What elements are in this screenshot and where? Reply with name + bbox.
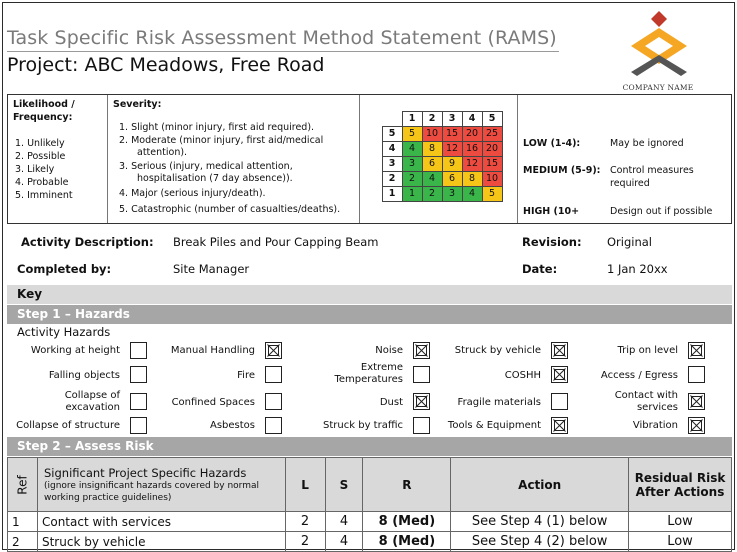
revision-label: Revision: — [522, 235, 582, 249]
row-action: See Step 4 (1) below — [451, 512, 629, 532]
hazard-label: Fire — [237, 370, 255, 381]
hazard-label: Tools & Equipment — [447, 420, 541, 431]
severity-item: hospitalisation (7 day absence)). — [137, 173, 293, 184]
hazard-label: Collapse of excavation — [64, 390, 120, 413]
hazard-checkbox[interactable] — [413, 366, 430, 383]
matrix-corner — [382, 111, 402, 126]
company-logo — [619, 6, 699, 84]
likelihood-item: 3. Likely — [15, 164, 55, 175]
matrix-corner — [422, 96, 442, 111]
matrix-side — [362, 186, 382, 201]
hazard-checkbox[interactable] — [551, 342, 568, 359]
hazard-checkbox[interactable] — [688, 417, 705, 434]
severity-item: 3. Serious (injury, medical attention, — [119, 161, 293, 172]
row-hazard: Struck by vehicle — [37, 532, 285, 552]
row-r: 8 (Med) — [363, 532, 451, 552]
hazard-checkbox[interactable] — [551, 417, 568, 434]
matrix-corner — [382, 96, 402, 111]
matrix-corner — [462, 96, 482, 111]
activity-value: Break Piles and Pour Capping Beam — [173, 235, 379, 249]
row-ref: 1 — [8, 512, 38, 532]
matrix-cell: 12 — [462, 156, 482, 171]
hazard-label: COSHH — [504, 370, 541, 381]
severity-item: attention). — [137, 147, 188, 158]
hazard-label: Manual Handling — [170, 345, 255, 356]
hazard-label: Struck by vehicle — [454, 345, 541, 356]
hazard-checkbox[interactable] — [130, 417, 147, 434]
hazard-checkbox[interactable] — [413, 417, 430, 434]
matrix-row-header: 3 — [382, 156, 402, 171]
row-residual: Low — [629, 512, 732, 532]
likelihood-item: 5. Imminent — [15, 190, 73, 201]
matrix-row-header: 2 — [382, 171, 402, 186]
table-row — [8, 512, 732, 532]
matrix-col-header: 3 — [442, 111, 462, 126]
matrix-row-header: 5 — [382, 126, 402, 141]
hazard-checkbox[interactable] — [265, 342, 282, 359]
date-label: Date: — [522, 262, 558, 276]
likelihood-item: 4. Probable — [15, 177, 69, 188]
hazard-checkbox[interactable] — [265, 393, 282, 410]
hazard-label: Noise — [375, 345, 403, 356]
legend-meaning-medium: Control measures — [610, 165, 694, 176]
matrix-cell: 4 — [402, 141, 422, 156]
likelihood-item: 1. Unlikely — [15, 138, 65, 149]
matrix-corner — [482, 96, 502, 111]
hazard-checkbox[interactable] — [413, 393, 430, 410]
matrix-cell: 20 — [482, 141, 502, 156]
likelihood-item: 2. Possible — [15, 151, 66, 162]
severity-item: 2. Moderate (minor injury, first aid/medical — [119, 135, 324, 146]
ref-header — [8, 458, 38, 512]
hazard-label: Trip on level — [617, 345, 678, 356]
row-l: 2 — [285, 532, 325, 552]
matrix-cell: 8 — [462, 171, 482, 186]
matrix-cell: 8 — [422, 141, 442, 156]
activity-hazards-label: Activity Hazards — [17, 325, 111, 339]
hazard-checkbox[interactable] — [688, 366, 705, 383]
matrix-corner — [362, 96, 382, 111]
hazard-checkbox[interactable] — [130, 342, 147, 359]
document-title: Task Specific Risk Assessment Method Statement (RAMS) — [7, 27, 557, 49]
hazard-checkbox[interactable] — [265, 366, 282, 383]
severity-item: 5. Catastrophic (number of casualties/deaths). — [119, 204, 341, 215]
hazards-header — [37, 458, 285, 512]
hazard-label: Access / Egress — [600, 370, 678, 381]
ref-header-text: Ref — [15, 474, 30, 495]
project-title: Project: ABC Meadows, Free Road — [7, 54, 325, 76]
matrix-cell: 10 — [482, 171, 502, 186]
severity-item: 1. Slight (minor injury, first aid required). — [119, 122, 315, 133]
matrix-cell: 5 — [482, 186, 502, 201]
completed-label: Completed by: — [17, 262, 112, 276]
matrix-side — [362, 126, 382, 141]
action-header: Action — [451, 458, 629, 512]
matrix-cell: 25 — [482, 126, 502, 141]
hazard-checkbox[interactable] — [688, 342, 705, 359]
hazard-label: Fragile materials — [457, 397, 541, 408]
r-header: R — [363, 458, 451, 512]
divider — [359, 95, 360, 223]
severity-heading: Severity: — [113, 99, 162, 110]
row-action: See Step 4 (2) below — [451, 532, 629, 552]
hazard-label: Struck by traffic — [323, 420, 403, 431]
hazard-checkbox[interactable] — [413, 342, 430, 359]
matrix-row-header: 4 — [382, 141, 402, 156]
hazard-label: Dust — [379, 397, 403, 408]
matrix-cell: 15 — [482, 156, 502, 171]
activity-label: Activity Description: — [21, 235, 154, 249]
revision-value: Original — [607, 235, 653, 249]
hazard-label: Vibration — [632, 420, 678, 431]
hazard-checkbox[interactable] — [130, 393, 147, 410]
title-underline — [7, 51, 559, 52]
hazard-checkbox[interactable] — [551, 393, 568, 410]
likelihood-heading: Likelihood / Frequency: — [13, 99, 75, 123]
completed-value: Site Manager — [173, 262, 250, 276]
matrix-row-header: 1 — [382, 186, 402, 201]
residual-header: Residual Risk After Actions — [629, 458, 732, 512]
logo-base-grey — [631, 55, 687, 76]
risk-assessment-table — [7, 457, 732, 552]
matrix-side — [362, 156, 382, 171]
matrix-col-header: 1 — [402, 111, 422, 126]
legend-meaning-high: Design out if possible — [610, 206, 713, 217]
row-ref: 2 — [8, 532, 38, 552]
matrix-corner — [362, 111, 382, 126]
hazard-label: Confined Spaces — [171, 397, 255, 408]
matrix-side — [362, 141, 382, 156]
row-l: 2 — [285, 512, 325, 532]
row-hazard: Contact with services — [37, 512, 285, 532]
hazard-label: Asbestos — [209, 420, 255, 431]
row-s: 4 — [325, 532, 363, 552]
hazards-header-title: Significant Project Specific Hazards — [43, 465, 247, 480]
matrix-corner — [402, 96, 422, 111]
hazard-label: Falling objects — [48, 370, 120, 381]
row-s: 4 — [325, 512, 363, 532]
matrix-col-header: 5 — [482, 111, 502, 126]
hazard-label: Extreme Temperatures — [334, 362, 403, 385]
l-header: L — [285, 458, 325, 512]
severity-item: 4. Major (serious injury/death). — [119, 188, 266, 199]
legend-meaning-low: May be ignored — [610, 138, 684, 149]
rams-document — [2, 2, 735, 550]
key-bar: Key — [7, 285, 732, 304]
divider — [107, 95, 108, 223]
company-name: COMPANY NAME — [622, 83, 694, 92]
date-value: 1 Jan 20xx — [607, 262, 668, 276]
matrix-cell: 6 — [422, 156, 442, 171]
table-row — [8, 532, 732, 552]
row-residual: Low — [629, 532, 732, 552]
hazard-checkbox[interactable] — [130, 366, 147, 383]
hazard-checkbox[interactable] — [688, 393, 705, 410]
matrix-cell: 3 — [442, 186, 462, 201]
matrix-cell: 2 — [422, 186, 442, 201]
matrix-cell: 5 — [402, 126, 422, 141]
matrix-cell: 16 — [462, 141, 482, 156]
risk-matrix — [362, 96, 503, 202]
row-r: 8 (Med) — [363, 512, 451, 532]
divider — [517, 95, 518, 223]
matrix-cell: 15 — [442, 126, 462, 141]
matrix-cell: 9 — [442, 156, 462, 171]
legend-level-medium: MEDIUM (5-9): — [523, 165, 601, 176]
logo-diamond-red — [651, 11, 667, 27]
hazards-header-sub: (ignore insignificant hazards covered by normal working practice guidelines) — [43, 480, 259, 503]
matrix-cell: 12 — [442, 141, 462, 156]
hazard-label: Collapse of structure — [16, 420, 120, 431]
hazard-label: Contact with services — [614, 390, 678, 413]
legend-level-low: LOW (1-4): — [523, 138, 581, 149]
legend-meaning-medium-2: required — [610, 178, 650, 189]
matrix-cell: 4 — [422, 171, 442, 186]
matrix-corner — [442, 96, 462, 111]
matrix-col-header: 4 — [462, 111, 482, 126]
matrix-cell: 2 — [402, 171, 422, 186]
hazard-label: Working at height — [30, 345, 120, 356]
hazard-checkbox[interactable] — [551, 366, 568, 383]
matrix-cell: 3 — [402, 156, 422, 171]
matrix-cell: 6 — [442, 171, 462, 186]
step1-bar: Step 1 – Hazards — [7, 305, 732, 324]
hazard-checkbox[interactable] — [265, 417, 282, 434]
matrix-cell: 1 — [402, 186, 422, 201]
step2-bar: Step 2 – Assess Risk — [7, 437, 732, 456]
matrix-cell: 4 — [462, 186, 482, 201]
s-header: S — [325, 458, 363, 512]
matrix-side — [362, 171, 382, 186]
matrix-col-header: 2 — [422, 111, 442, 126]
legend-level-high: HIGH (10+ — [523, 206, 580, 217]
matrix-cell: 10 — [422, 126, 442, 141]
matrix-cell: 20 — [462, 126, 482, 141]
